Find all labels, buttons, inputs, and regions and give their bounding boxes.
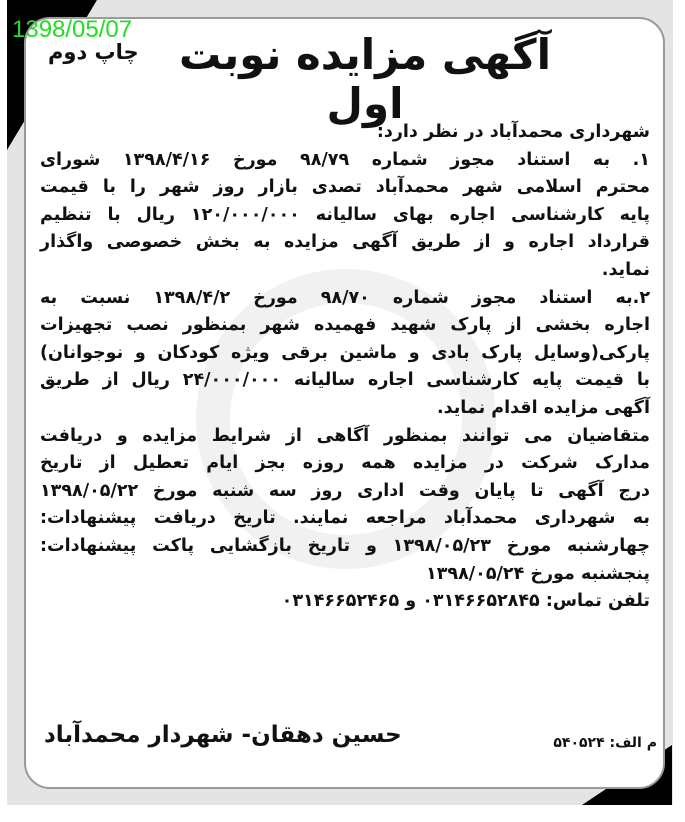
body-line: آگهی مزایده اقدام نماید. <box>436 397 650 418</box>
body-line: محترم اسلامی شهر محمدآباد تصدی بازار روز شهر را با قیمت <box>40 177 650 198</box>
body-line: قرارداد اجاره و از طریق آگهی مزایده به بخش خصوصی واگذار <box>40 232 650 253</box>
intro-line: شهرداری محمدآباد در نظر دارد: <box>376 122 650 142</box>
date-stamp: 1398/05/07 <box>12 16 133 43</box>
body-line: با قیمت پایه کارشناسی اجاره سالیانه ۲۴/۰۰۰/۰۰۰ ریال از طریق <box>40 370 651 391</box>
signature: حسین دهقان- شهردار محمدآباد <box>44 722 402 748</box>
body-line: نماید. <box>601 259 650 280</box>
ad-body <box>40 119 650 616</box>
edition-label: چاپ دوم <box>48 40 139 64</box>
body-line: پایه کارشناسی اجاره بهای سالیانه ۱۲۰/۰۰۰/۰۰۰ ریال با تنظیم <box>40 204 650 225</box>
body-line: متقاضیان می توانند بمنظور آگاهی از شرایط مزایده و دریافت <box>40 425 650 446</box>
body-line: به شهرداری محمدآباد مراجعه نمایند. تاریخ دریافت پیشنهادات: <box>40 508 650 529</box>
body-line: پنجشنبه مورخ ۱۳۹۸/۰۵/۲۴ <box>426 563 650 584</box>
body-line: مدارک شرکت در مزایده همه روزه بجز ایام تعطیل از تاریخ <box>40 453 650 474</box>
body-line: درج آگهی تا پایان وقت اداری روز سه شنبه مورخ ۱۳۹۸/۰۵/۲۲ <box>40 480 650 501</box>
ad-code: م الف: ۵۴۰۵۲۴ <box>553 735 657 751</box>
contact-phone: تلفن تماس: ۰۳۱۴۶۶۵۲۸۴۵ و ۰۳۱۴۶۶۵۲۴۶۵ <box>281 591 650 612</box>
body-line: چهارشنبه مورخ ۱۳۹۸/۰۵/۲۳ و تاریخ بازگشایی پاکت پیشنهادات: <box>40 535 650 556</box>
body-line: اجاره بخشی از پارک شهید فهمیده شهر بمنظور نصب تجهیزات <box>40 315 650 336</box>
body-line: ۱. به استناد مجوز شماره ۹۸/۷۹ مورخ ۱۳۹۸/۴/۱۶ شورای <box>40 149 650 170</box>
ad-title: آگهی مزایده نوبت اول <box>179 30 551 128</box>
body-line: پارکی(وسایل پارک بادی و ماشین برقی ویژه کودکان و نوجوانان) <box>40 342 650 363</box>
body-line: ۲.به استناد مجوز شماره ۹۸/۷۰ مورخ ۱۳۹۸/۴/۲ نسبت به <box>40 287 650 308</box>
